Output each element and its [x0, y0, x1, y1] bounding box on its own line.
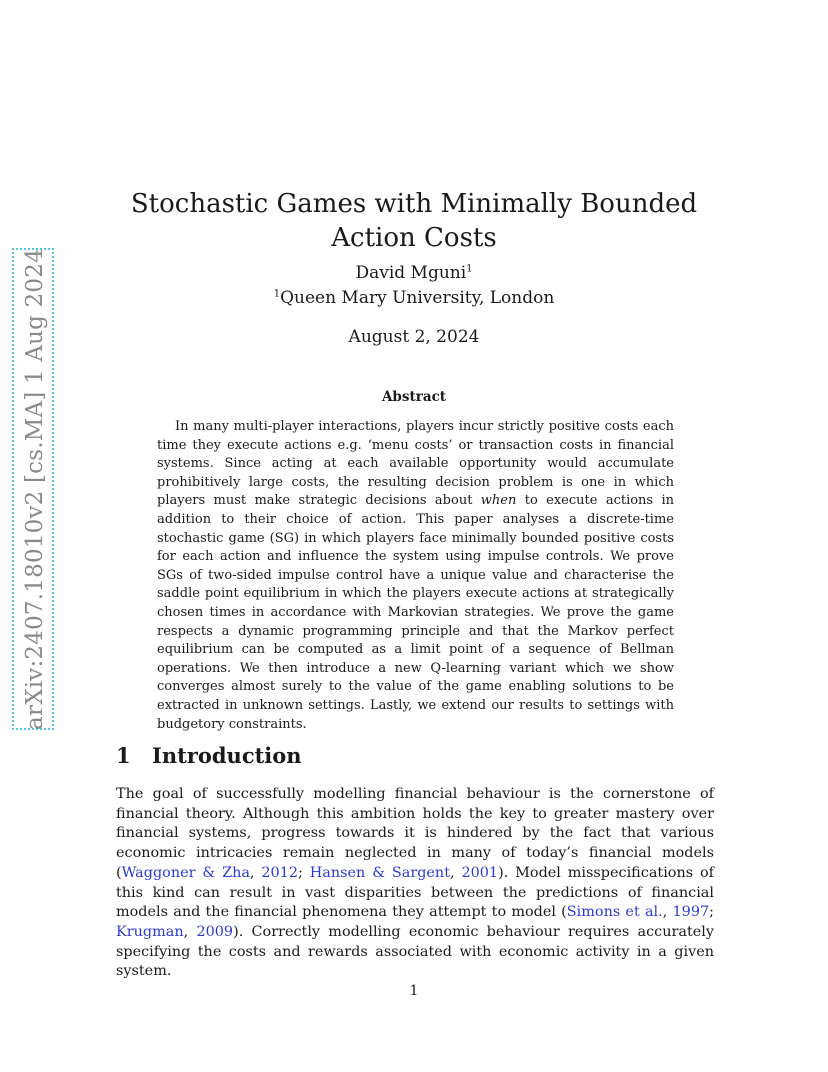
affiliation-line [100, 285, 728, 311]
citation-link[interactable] [567, 904, 663, 920]
intro-text-1: The goal of successfully modelling financial behaviour is the cornerstone of financial theory. Although this ambition holds the key to greater mastery over financial systems, progress towards it is hindered by the fact that various economic intricacies remain neglected in many of today’s financial models ( [116, 786, 714, 881]
author-affiliation-marker: 1 [466, 263, 473, 275]
abstract-part-2: to execute actions in addition to their choice of action. This paper analyses a discrete-time stochastic game (SG) in which players face minimally bounded positive costs for each action and influence the system using impulse controls. We prove SGs of two-sided impulse control have a unique value and characterise the saddle point equilibrium in which the players execute actions at strategically chosen times in accordance with Markovian strategies. We prove the game respects a dynamic programming principle and that the Markov perfect equilibrium can be computed as a limit point of a sequence of Bellman operations. We then introduce a new Q-learning variant which we show converges almost surely to the value of the game enabling solutions to be extracted in unknown settings. Lastly, we extend our results to settings with budgetory constraints. [157, 493, 674, 732]
abstract-emphasis: when [480, 493, 517, 509]
citation-link[interactable] [196, 924, 233, 940]
section-title: Introduction [152, 743, 302, 768]
author-line [100, 260, 728, 286]
abstract-part-1: In many multi-player interactions, players incur strictly positive costs each time they execute actions e.g. ‘menu costs’ or transaction costs in financial systems. Since acting at each available opportunity would accumulate prohibitively large costs, the resulting decision problem is one in which players must make strategic decisions about [157, 419, 674, 509]
citation-separator: , [249, 864, 262, 881]
citation-link[interactable] [116, 924, 184, 940]
citation-separator: , [450, 864, 462, 881]
citation-link[interactable] [673, 904, 710, 920]
introduction-paragraph [116, 785, 714, 982]
citation-year: 2012 [261, 864, 299, 881]
paper-title: Stochastic Games with Minimally Bounded Action Costs [130, 189, 698, 254]
citation-author: Simons et al. [566, 904, 663, 921]
citation-author: Hansen & Sargent [309, 864, 450, 881]
section-number: 1 [116, 743, 131, 768]
abstract-heading: Abstract [381, 389, 447, 405]
citation-year: 1997 [672, 904, 710, 921]
citation-author: Krugman [116, 923, 184, 940]
citation-separator: ; [709, 904, 714, 921]
citation-link[interactable] [461, 865, 498, 881]
page-number: 1 [409, 983, 419, 999]
arxiv-identifier: arXiv:2407.18010v2 [cs.MA] 1 Aug 2024 [22, 248, 48, 730]
citation-separator: , [662, 904, 673, 921]
citation-author: Waggoner & Zha [121, 864, 250, 881]
citation-year: 2001 [461, 864, 499, 881]
abstract-text [157, 418, 674, 734]
author-name: David Mguni [355, 263, 467, 283]
paper-date: August 2, 2024 [348, 327, 480, 347]
citation-separator: ; [298, 864, 310, 881]
citation-link[interactable] [122, 865, 250, 881]
citation-separator: , [183, 923, 197, 940]
intro-text-2: ). Model misspecifications of this kind can result in vast disparities between the predictions of financial models and the financial phenomena they attempt to model ( [116, 864, 714, 921]
affiliation-text: Queen Mary University, London [280, 288, 555, 308]
affiliation-marker: 1 [273, 288, 281, 300]
citation-link[interactable] [261, 865, 298, 881]
section-heading [116, 742, 716, 770]
citation-link[interactable] [310, 865, 450, 881]
citation-year: 2009 [196, 923, 234, 940]
intro-text-3: ). Correctly modelling economic behaviour requires accurately specifying the costs and rewards associated with economic activity in a given system. [116, 923, 714, 980]
